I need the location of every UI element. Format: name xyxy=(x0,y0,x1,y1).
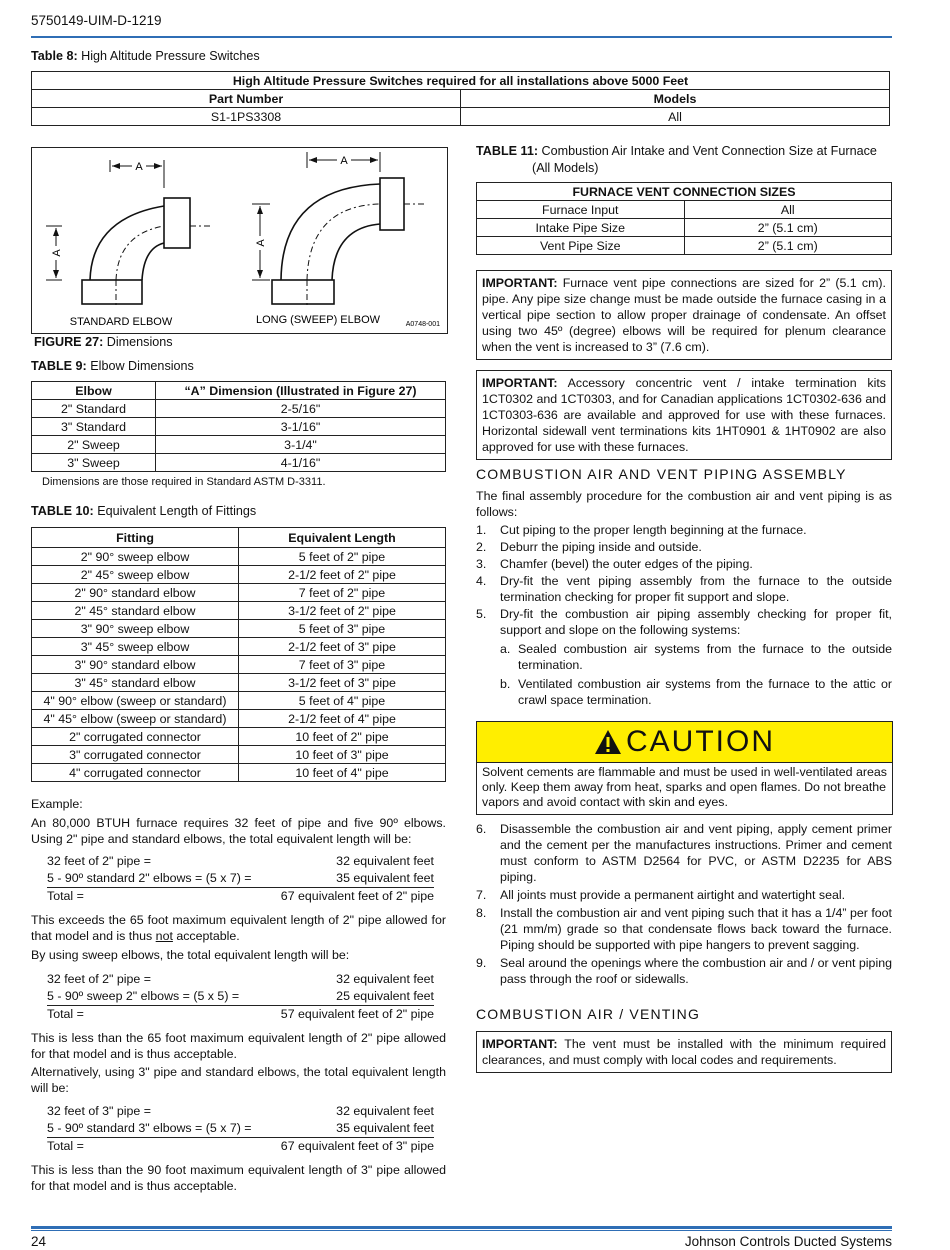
table-row: 2" 45° standard elbow 3-1/2 feet of 2" pipe xyxy=(32,602,446,620)
table-row: 3" 90° standard elbow 7 feet of 3" pipe xyxy=(32,656,446,674)
table10-col-length: Equivalent Length xyxy=(239,528,446,548)
table-row: 3" 90° sweep elbow 5 feet of 3" pipe xyxy=(32,620,446,638)
table-row: 2" 90° sweep elbow 5 feet of 2" pipe xyxy=(32,548,446,566)
table-row: 4" corrugated connector 10 feet of 4" pipe xyxy=(32,764,446,782)
calc-block-2: 32 feet of 2" pipe = 32 equivalent feet 5 - 90º sweep 2" elbows = (5 x 5) = 25 equivalent feet Total = 57 equivalent feet of 2" pipe xyxy=(47,972,434,1021)
dim-a-label: A xyxy=(135,161,143,173)
table-row: 2" 45° sweep elbow 2-1/2 feet of 2" pipe xyxy=(32,566,446,584)
table8-models: All xyxy=(461,108,890,126)
table8-part: S1-1PS3308 xyxy=(32,108,461,126)
calc-block-3: 32 feet of 3" pipe = 32 equivalent feet 5 - 90º standard 3" elbows = (5 x 7) = 35 equivalent feet Total = 67 equivalent feet of 3" pipe xyxy=(47,1104,434,1153)
less-text-1: This is less than the 65 foot maximum equivalent length of 2" pipe allowed for that model and is thus acceptable. xyxy=(31,1031,446,1061)
list-item: 9. Seal around the openings where the combustion air and / or vent piping pass through the roof or sidewalls. xyxy=(476,956,892,986)
header-rule xyxy=(31,36,892,38)
table8-col-part: Part Number xyxy=(32,90,461,108)
important-note-1: IMPORTANT: Furnace vent pipe connections are sized for 2” (5.1 cm). pipe. Any pipe size change must be made outside the furnace casing in a vertical pipe section to allow proper drainage of condensate. An offset using two 45º (degree) elbows will be required for plenum clearance when the vent is increased to 3” (7.6 cm). xyxy=(476,270,892,360)
caution-label: CAUTION xyxy=(626,725,775,758)
company-name: Johnson Controls Ducted Systems xyxy=(684,1234,892,1249)
caution-banner xyxy=(477,722,892,763)
table11-caption: TABLE 11: Combustion Air Intake and Vent Connection Size at Furnace (All Models) xyxy=(476,144,877,175)
standard-elbow-label: STANDARD ELBOW xyxy=(69,316,173,328)
figure27-caption: FIGURE 27: Dimensions xyxy=(34,335,173,349)
important-note-2: IMPORTANT: Accessory concentric vent / intake termination kits 1CT0302 and 1CT0303, and for Canadian applications 1CT0302-636 and 1CT0303-636 are available and approved for use with these furnaces. Horizontal sidewall vent terminations kits 1HT0901 & 1HT0902 are also approved for use with these furnaces. xyxy=(476,370,892,460)
table-row: Vent Pipe Size 2” (5.1 cm) xyxy=(477,237,892,255)
warning-icon xyxy=(594,729,622,755)
list-item: 3. Chamfer (bevel) the outer edges of the piping. xyxy=(476,557,753,571)
table11 xyxy=(476,182,892,255)
table9-caption: TABLE 9: Elbow Dimensions xyxy=(31,359,194,373)
list-item: 6. Disassemble the combustion air and vent piping, apply cement primer and the cement per the manufactures instructions. Primer and cement must conform to ASTM D2564 for PVC, or ASTM D2235 for ABS piping. xyxy=(476,822,892,884)
table9-col-elbow: Elbow xyxy=(32,382,156,400)
alt-intro: Alternatively, using 3" pipe and standard elbows, the total equivalent length will be: xyxy=(31,1065,446,1095)
figure-code: A0748-001 xyxy=(405,321,440,328)
assembly-heading: COMBUSTION AIR AND VENT PIPING ASSEMBLY xyxy=(476,466,847,482)
sweep-intro: By using sweep elbows, the total equivalent length will be: xyxy=(31,948,350,962)
table-row: 3" 45° standard elbow 3-1/2 feet of 3" pipe xyxy=(32,674,446,692)
venting-heading: COMBUSTION AIR / VENTING xyxy=(476,1006,701,1022)
table-row: 4" 90° elbow (sweep or standard) 5 feet of 4" pipe xyxy=(32,692,446,710)
list-item: 2. Deburr the piping inside and outside. xyxy=(476,540,702,554)
table-row: 3" Standard 3-1/16" xyxy=(32,418,446,436)
long-elbow-label: LONG (SWEEP) ELBOW xyxy=(255,314,381,326)
calc-block-1: 32 feet of 2" pipe = 32 equivalent feet 5 - 90º standard 2" elbows = (5 x 7) = 35 equivalent feet Total = 67 equivalent feet of 2" pipe xyxy=(47,854,434,903)
table-row: 2" Standard 2-5/16" xyxy=(32,400,446,418)
example-label: Example: xyxy=(31,797,83,811)
assembly-steps-cont xyxy=(476,821,892,987)
footer-rule xyxy=(31,1230,892,1231)
list-item: 7. All joints must provide a permanent airtight and watertight seal. xyxy=(476,888,846,902)
table8-title: High Altitude Pressure Switches required for all installations above 5000 Feet xyxy=(32,72,890,90)
table10-caption: TABLE 10: Equivalent Length of Fittings xyxy=(31,504,257,518)
table9-note: Dimensions are those required in Standard ASTM D-3311. xyxy=(42,476,326,488)
table-row: Furnace Input All xyxy=(477,201,892,219)
table11-title: FURNACE VENT CONNECTION SIZES xyxy=(477,183,892,201)
footer-rule xyxy=(31,1226,892,1229)
page-number: 24 xyxy=(31,1234,47,1249)
elbow-diagram xyxy=(32,148,447,333)
less-text-2: This is less than the 90 foot maximum equivalent length of 3" pipe allowed for that model and is thus acceptable. xyxy=(31,1163,446,1193)
caution-text: Solvent cements are flammable and must be used in well-ventilated areas only. Keep them away from heat, sparks and open flames. Do not breathe vapors and avoid contact with skin and eyes. xyxy=(482,765,887,809)
exceeds-text: This exceeds the 65 foot maximum equivalent length of 2" pipe allowed for that model and is thus not acceptable. xyxy=(31,913,446,943)
caution-box xyxy=(476,721,893,815)
table9 xyxy=(31,381,446,472)
table-row: 3" Sweep 4-1/16" xyxy=(32,454,446,472)
table10-col-fitting: Fitting xyxy=(32,528,239,548)
table8-caption: Table 8: High Altitude Pressure Switches xyxy=(31,49,260,63)
table-row: 2" corrugated connector 10 feet of 2" pipe xyxy=(32,728,446,746)
table10 xyxy=(31,527,446,782)
list-item: 8. Install the combustion air and vent piping such that it has a 1/4” per foot (21 mm/m) grade so that condensate flows back toward the furnace. Piping should be supported with pipe hangers to prevent sagging. xyxy=(476,906,892,952)
document-id: 5750149-UIM-D-1219 xyxy=(31,13,162,28)
table-row: 3" corrugated connector 10 feet of 3" pipe xyxy=(32,746,446,764)
list-item: 5. Dry-fit the combustion air piping assembly checking for proper fit, support and slope on the following systems: xyxy=(476,607,892,637)
table-row: 4" 45° elbow (sweep or standard) 2-1/2 feet of 4" pipe xyxy=(32,710,446,728)
assembly-intro: The final assembly procedure for the combustion air and vent piping is as follows: xyxy=(476,489,892,519)
table-row: 2" 90° standard elbow 7 feet of 2" pipe xyxy=(32,584,446,602)
table8-col-models: Models xyxy=(461,90,890,108)
important-note-3: IMPORTANT: The vent must be installed with the minimum required clearances, and must comply with local codes and requirements. xyxy=(476,1031,892,1073)
table-row: Intake Pipe Size 2” (5.1 cm) xyxy=(477,219,892,237)
assembly-steps xyxy=(476,522,892,708)
list-subitem: b. Ventilated combustion air systems from the furnace to the attic or crawl space termination. xyxy=(500,677,892,707)
figure27-box xyxy=(31,147,448,334)
table-row: 2" Sweep 3-1/4" xyxy=(32,436,446,454)
example-intro: An 80,000 BTUH furnace requires 32 feet of pipe and five 90º elbows. Using 2" pipe and standard elbows, the total equivalent length will be: xyxy=(31,816,446,846)
list-item: 4. Dry-fit the vent piping assembly from the furnace to the outside termination checking for proper fit support and slope. xyxy=(476,574,892,604)
table9-col-dim: “A” Dimension (Illustrated in Figure 27) xyxy=(156,382,446,400)
list-item: 1. Cut piping to the proper length beginning at the furnace. xyxy=(476,523,807,537)
dim-a-label: A xyxy=(340,155,348,167)
list-subitem: a. Sealed combustion air systems from the furnace to the outside termination. xyxy=(500,642,892,672)
table8 xyxy=(31,71,890,126)
dim-a-label: A xyxy=(255,239,267,247)
table-row: 3" 45° sweep elbow 2-1/2 feet of 3" pipe xyxy=(32,638,446,656)
dim-a-label: A xyxy=(51,249,63,257)
